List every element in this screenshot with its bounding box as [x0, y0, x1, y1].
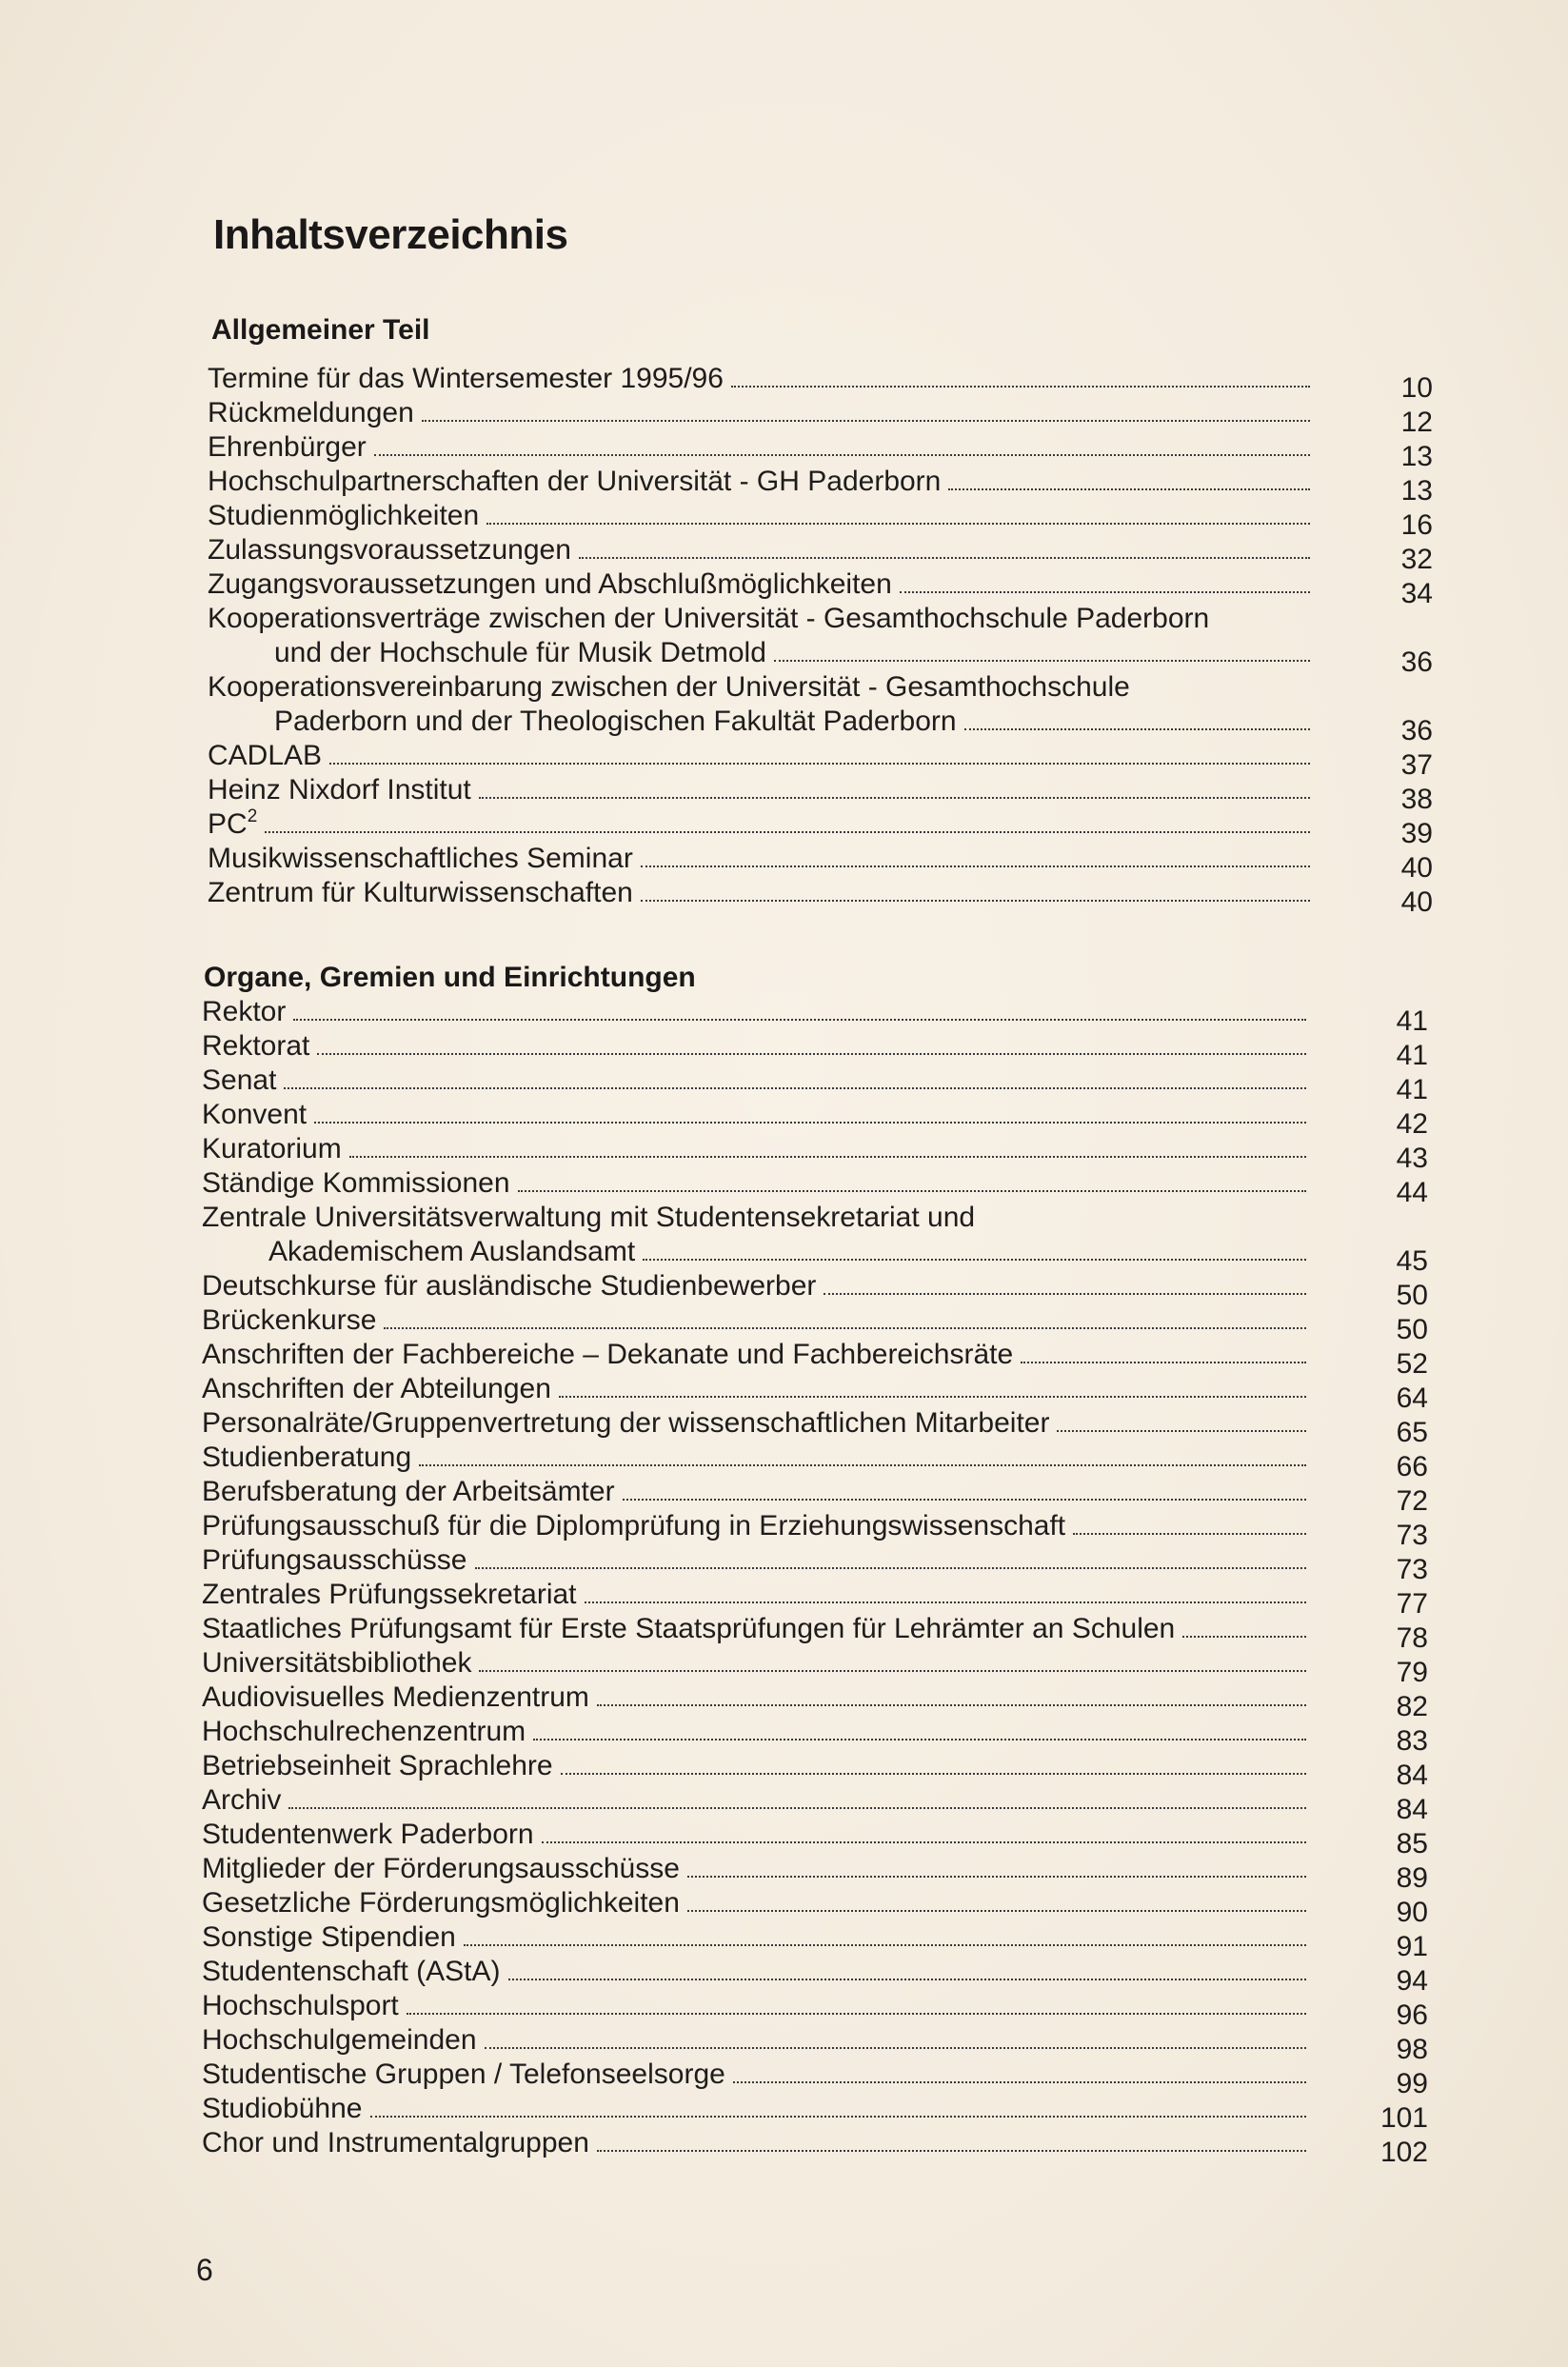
toc-entry [0, 1338, 1428, 1380]
toc-entry-label [208, 499, 479, 533]
toc-entry-row [202, 1338, 1312, 1372]
toc-entry [0, 806, 1433, 849]
toc-entry-label-text: Berufsberatung der Arbeitsämter [202, 1476, 615, 1507]
toc-entry-label-text: Gesetzliche Förderungsmöglichkeiten [202, 1887, 680, 1919]
dot-leader [1021, 1341, 1306, 1363]
dot-leader [733, 2060, 1306, 2083]
toc-entry-label-text: Prüfungsausschüsse [202, 1544, 467, 1576]
toc-entry-label [202, 1406, 1049, 1441]
toc-entry-page-number: 40 [1400, 852, 1433, 884]
toc-entry-label-text: CADLAB [208, 740, 323, 771]
toc-entry-row [202, 1064, 1312, 1098]
toc-entry [0, 1064, 1428, 1105]
toc-entry-page-number: 85 [1396, 1828, 1428, 1860]
toc-entry [0, 739, 1433, 781]
toc-entry-label-text: Senat [202, 1064, 277, 1096]
toc-entry-page-number: 102 [1379, 2137, 1428, 2168]
toc-entry-label [208, 705, 957, 739]
dot-leader [687, 1889, 1306, 1912]
toc-entry-label-text: Personalräte/Gruppenvertretung der wissenschaftlichen Mitarbeiter [202, 1407, 1050, 1439]
toc-entry-page-number: 82 [1396, 1691, 1428, 1722]
toc-entry [0, 842, 1433, 884]
toc-entry-label [202, 1235, 635, 1269]
toc-entry-page-number: 50 [1396, 1314, 1428, 1345]
toc-entry-row [208, 705, 1316, 739]
toc-entry-page-number: 10 [1400, 372, 1433, 404]
toc-entry-page-number: 41 [1396, 1005, 1428, 1037]
dot-leader [824, 1272, 1306, 1295]
toc-entry-label-text: Rektor [202, 996, 287, 1027]
toc-entry-row [202, 2023, 1312, 2058]
toc-entry-page-number: 16 [1400, 509, 1433, 541]
dot-leader [900, 570, 1310, 593]
toc-entry-page-number: 99 [1396, 2068, 1428, 2099]
toc-entry-label [202, 1646, 471, 1681]
toc-entry-page-number: 89 [1396, 1862, 1428, 1894]
toc-entry [0, 1955, 1428, 1997]
dot-leader [384, 1306, 1306, 1329]
toc-entry [0, 670, 1433, 746]
toc-entry-page-number: 90 [1396, 1897, 1428, 1928]
toc-entry [0, 1646, 1428, 1688]
toc-entry [0, 1749, 1428, 1791]
toc-entry-page-number: 43 [1396, 1143, 1428, 1174]
toc-entry-row [202, 1749, 1312, 1783]
dot-leader [374, 433, 1310, 456]
page-title: Inhaltsverzeichnis [213, 211, 568, 258]
toc-entry-page-number: 65 [1396, 1417, 1428, 1448]
toc-entry-page-number: 66 [1396, 1451, 1428, 1482]
toc-entry-label [202, 1166, 510, 1201]
toc-entry-row [208, 773, 1316, 807]
dot-leader [1182, 1615, 1306, 1638]
toc-entry [0, 995, 1428, 1037]
toc-entry-label-text: Zentrales Prüfungssekretariat [202, 1579, 577, 1610]
toc-entry-label [202, 1681, 589, 1715]
toc-entry-label [202, 1955, 501, 1989]
toc-entry-label [208, 362, 724, 396]
toc-entry [0, 1715, 1428, 1757]
toc-entry-label-text: Rückmeldungen [208, 397, 414, 428]
toc-entry-label-text: Studienberatung [202, 1442, 412, 1473]
dot-leader [508, 1958, 1306, 1980]
toc-entry-page-number: 52 [1396, 1348, 1428, 1380]
toc-entry [0, 533, 1433, 575]
dot-leader [559, 1375, 1306, 1398]
toc-entry [0, 773, 1433, 815]
toc-entry-label [202, 1989, 399, 2023]
toc-entry-label [202, 1132, 342, 1166]
dot-leader [464, 1923, 1306, 1946]
toc-entry-label-text: Rektorat [202, 1030, 310, 1062]
toc-entry-row [202, 1269, 1312, 1303]
toc-entry-label-text: Zulassungsvoraussetzungen [208, 534, 571, 566]
toc-entry-label [208, 842, 633, 876]
dot-leader [687, 1855, 1306, 1878]
dot-leader [293, 998, 1306, 1021]
toc-entry-row [202, 1132, 1312, 1166]
toc-entry-label-text: Anschriften der Fachbereiche – Dekanate und Fachbereichsräte [202, 1339, 1014, 1370]
toc-entry-label [202, 1886, 680, 1920]
toc-entry [0, 1132, 1428, 1174]
toc-entry-label-text: Hochschulpartnerschaften der Universität - GH Paderborn [208, 466, 942, 497]
toc-entry [0, 1886, 1428, 1928]
toc-entry-row [202, 1852, 1312, 1886]
toc-entry-page-number: 42 [1396, 1108, 1428, 1140]
toc-entry-page-number: 40 [1400, 886, 1433, 918]
toc-entry-label [202, 1509, 1065, 1543]
toc-entry-page-number: 79 [1396, 1657, 1428, 1688]
toc-entry-page-number: 72 [1396, 1485, 1428, 1517]
toc-entry [0, 1612, 1428, 1654]
toc-entry-row [202, 1509, 1312, 1543]
toc-entry-row [208, 842, 1316, 876]
toc-entry-row [202, 1681, 1312, 1715]
toc-entry [0, 1098, 1428, 1140]
toc-entry-label-text: Studentenschaft (AStA) [202, 1956, 501, 1987]
toc-entry-row [202, 1098, 1312, 1132]
dot-leader [597, 2129, 1306, 2152]
toc-entry-page-number: 98 [1396, 2034, 1428, 2065]
toc-entry-page-number: 84 [1396, 1794, 1428, 1825]
toc-entry-label [202, 1338, 1013, 1372]
toc-entry [0, 430, 1433, 472]
dot-leader [349, 1135, 1306, 1158]
toc-entry-label-text: Ehrenbürger [208, 431, 367, 463]
toc-entry-page-number: 73 [1396, 1554, 1428, 1585]
toc-entry-label-text: Deutschkurse für ausländische Studienbewerber [202, 1270, 817, 1302]
toc-entry-page-number: 13 [1400, 475, 1433, 507]
toc-entry-label-text: Hochschulgemeinden [202, 2024, 477, 2056]
toc-entry-row [202, 1612, 1312, 1646]
toc-entry-label-text: Termine für das Wintersemester 1995/96 [208, 363, 724, 394]
toc-entry [0, 1303, 1428, 1345]
toc-entry [0, 567, 1433, 609]
toc-entry-label [202, 1029, 309, 1064]
toc-entry-label [202, 1543, 467, 1578]
toc-entry-label [202, 1818, 534, 1852]
toc-entry-page-number: 91 [1396, 1931, 1428, 1962]
toc-entry-label-line1: Kooperationsvereinbarung zwischen der Universität - Gesamthochschule [208, 671, 1130, 703]
toc-entry-label [202, 1852, 680, 1886]
toc-entry-label-text: Zentrum für Kulturwissenschaften [208, 877, 633, 908]
toc-entry-row [202, 1543, 1312, 1578]
toc-entry-label [208, 465, 941, 499]
toc-entry-label [208, 739, 322, 773]
toc-entry-label-text: Audiovisuelles Medienzentrum [202, 1681, 589, 1713]
toc-entry-page-number: 101 [1379, 2102, 1428, 2134]
toc-list [0, 995, 1428, 2168]
toc-entry-label [202, 1783, 281, 1818]
toc-entry [0, 1543, 1428, 1585]
toc-entry-label-text: Studentische Gruppen / Telefonseelsorge [202, 2059, 725, 2090]
dot-leader [485, 2026, 1306, 2049]
dot-leader [579, 536, 1310, 559]
toc-entry-page-number: 44 [1396, 1177, 1428, 1208]
toc-entry-row [202, 1235, 1312, 1269]
toc-entry-label [202, 1441, 411, 1475]
toc-entry-row [202, 1989, 1312, 2023]
toc-entry-row [202, 1475, 1312, 1509]
toc-entry-page-number: 13 [1400, 441, 1433, 472]
toc-entry-superscript: 2 [247, 806, 258, 826]
dot-leader [1073, 1512, 1306, 1535]
dot-leader [370, 2095, 1307, 2118]
toc-entry-row [202, 2126, 1312, 2160]
toc-entry-label-text: Staatliches Prüfungsamt für Erste Staatsprüfungen für Lehrämter an Schulen [202, 1613, 1176, 1644]
toc-entry [0, 1166, 1428, 1208]
toc-entry-label-line1: Zentrale Universitätsverwaltung mit Studentensekretariat und [202, 1202, 976, 1233]
toc-entry-page-number: 78 [1396, 1622, 1428, 1654]
toc-entry-row [202, 1783, 1312, 1818]
toc-entry-page-number: 41 [1396, 1074, 1428, 1105]
toc-entry-label [202, 1612, 1175, 1646]
toc-entry [0, 1818, 1428, 1860]
toc-entry [0, 1578, 1428, 1620]
toc-entry-label-line1: Kooperationsverträge zwischen der Universität - Gesamthochschule Paderborn [208, 603, 1210, 634]
dot-leader [948, 467, 1310, 490]
toc-entry-row [208, 876, 1316, 910]
toc-entry-page-number: 41 [1396, 1040, 1428, 1071]
toc-entry-row [202, 1303, 1312, 1338]
toc-entry-label-text: Zugangsvoraussetzungen und Abschlußmöglichkeiten [208, 568, 892, 600]
dot-leader [561, 1752, 1306, 1775]
toc-entry-row [202, 1818, 1312, 1852]
toc-entry-label-text: Studiobühne [202, 2093, 363, 2124]
toc-entry-label [202, 995, 286, 1029]
dot-leader [479, 1649, 1306, 1672]
toc-entry-row [202, 1029, 1312, 1064]
toc-entry-label [202, 1303, 376, 1338]
dot-leader [288, 1786, 1306, 1809]
toc-entry-row [202, 995, 1312, 1029]
dot-leader [774, 639, 1310, 662]
toc-entry-label-text: Betriebseinheit Sprachlehre [202, 1750, 553, 1781]
toc-entry-label-text: Konvent [202, 1099, 308, 1130]
dot-leader [597, 1683, 1306, 1706]
toc-entry-label [202, 2092, 363, 2126]
dot-leader [419, 1443, 1306, 1466]
dot-leader [265, 810, 1310, 833]
toc-entry [0, 1441, 1428, 1482]
toc-entry [0, 362, 1433, 404]
dot-leader [518, 1169, 1306, 1192]
toc-entry-label-text: Hochschulrechenzentrum [202, 1716, 526, 1747]
toc-entry-page-number: 37 [1400, 749, 1433, 781]
toc-entry-row [202, 1166, 1312, 1201]
toc-entry-row [208, 807, 1316, 842]
toc-entry-label [208, 533, 571, 567]
toc-entry-page-number: 36 [1400, 715, 1433, 746]
toc-entry-row [202, 1441, 1312, 1475]
toc-entry-row [202, 1578, 1312, 1612]
toc-entry-page-number: 12 [1400, 407, 1433, 438]
toc-entry-page-number: 83 [1396, 1725, 1428, 1757]
toc-entry [0, 1989, 1428, 2031]
dot-leader [317, 1032, 1306, 1055]
toc-entry [0, 1783, 1428, 1825]
toc-entry-label [202, 1920, 456, 1955]
toc-entry-row [202, 1646, 1312, 1681]
dot-leader [533, 1718, 1306, 1740]
toc-entry-label-text: Sonstige Stipendien [202, 1921, 456, 1953]
toc-entry-label-text: PC [208, 808, 248, 840]
toc-entry [0, 1269, 1428, 1311]
toc-entry-row [202, 1886, 1312, 1920]
toc-list [0, 362, 1433, 918]
toc-entry-page-number: 34 [1400, 578, 1433, 609]
toc-entry-row [202, 1955, 1312, 1989]
toc-entry [0, 1372, 1428, 1414]
dot-leader [479, 776, 1310, 799]
toc-entry-row [202, 1406, 1312, 1441]
toc-entry [0, 1852, 1428, 1894]
section-heading: Allgemeiner Teil [211, 314, 430, 346]
toc-entry [0, 499, 1433, 541]
toc-entry-label-text: Archiv [202, 1784, 282, 1816]
page-number: 6 [196, 2253, 213, 2287]
dot-leader [329, 742, 1310, 765]
toc-entry-label [202, 2126, 589, 2160]
toc-entry-page-number: 73 [1396, 1520, 1428, 1551]
toc-entry-row [208, 739, 1316, 773]
toc-entry [0, 1406, 1428, 1448]
toc-entry-label-text: Akademischem Auslandsamt [268, 1236, 636, 1267]
dot-leader [475, 1546, 1307, 1569]
toc-entry [0, 1029, 1428, 1071]
toc-entry-label [208, 636, 766, 670]
toc-entry-label [208, 773, 471, 807]
toc-entry-label-text: Hochschulsport [202, 1990, 399, 2021]
toc-entry-label-text: Ständige Kommissionen [202, 1167, 510, 1199]
dot-leader [407, 1992, 1306, 2015]
toc-entry-label [208, 876, 633, 910]
toc-entry-label-text: Paderborn und der Theologischen Fakultät Paderborn [274, 706, 957, 737]
dot-leader [542, 1820, 1306, 1843]
toc-entry-label-text: Studienmöglichkeiten [208, 500, 480, 531]
toc-entry-page-number: 45 [1396, 1245, 1428, 1277]
toc-entry [0, 2126, 1428, 2168]
section-heading: Organe, Gremien und Einrichtungen [204, 962, 696, 993]
toc-entry-label [208, 567, 892, 602]
toc-entry-label-text: Musikwissenschaftliches Seminar [208, 843, 633, 874]
toc-entry-row [202, 1715, 1312, 1749]
dot-leader [585, 1581, 1306, 1603]
toc-entry-label [202, 1098, 307, 1132]
toc-entry-row [202, 1920, 1312, 1955]
toc-entry-label-text: Chor und Instrumentalgruppen [202, 2127, 589, 2158]
dot-leader [643, 1238, 1306, 1261]
toc-entry-label [208, 396, 414, 430]
toc-entry-page-number: 50 [1396, 1280, 1428, 1311]
toc-entry-page-number: 32 [1400, 544, 1433, 575]
toc-entry-row [208, 362, 1316, 396]
dot-leader [623, 1478, 1306, 1501]
dot-leader [641, 879, 1310, 902]
toc-entry-page-number: 36 [1400, 646, 1433, 678]
toc-entry-row [202, 1372, 1312, 1406]
toc-entry-row [208, 499, 1316, 533]
toc-entry-label-text: Heinz Nixdorf Institut [208, 774, 471, 806]
dot-leader [314, 1101, 1306, 1124]
toc-entry-label-text: und der Hochschule für Musik Detmold [274, 637, 766, 668]
toc-entry-page-number: 94 [1396, 1965, 1428, 1997]
toc-entry-page-number: 38 [1400, 784, 1433, 815]
toc-entry [0, 1201, 1428, 1277]
toc-entry-page-number: 64 [1396, 1382, 1428, 1414]
toc-entry-page-number: 84 [1396, 1760, 1428, 1791]
toc-entry [0, 876, 1433, 918]
toc-entry [0, 2023, 1428, 2065]
dot-leader [284, 1066, 1306, 1089]
dot-leader [486, 502, 1310, 525]
toc-entry [0, 2058, 1428, 2099]
toc-entry-label [202, 1269, 816, 1303]
toc-entry-label [202, 2023, 477, 2058]
toc-entry [0, 2092, 1428, 2134]
toc-entry-label-text: Kuratorium [202, 1133, 342, 1164]
toc-entry [0, 396, 1433, 438]
toc-entry-label [208, 430, 367, 465]
toc-entry-page-number: 77 [1396, 1588, 1428, 1620]
toc-entry-label [202, 1578, 577, 1612]
toc-entry-label [202, 1715, 526, 1749]
toc-entry-row [208, 636, 1316, 670]
toc-entry-label-text: Universitätsbibliothek [202, 1647, 472, 1679]
dot-leader [964, 707, 1310, 730]
toc-entry-row [208, 430, 1316, 465]
toc-entry [0, 1920, 1428, 1962]
toc-entry-row [208, 533, 1316, 567]
dot-leader [731, 365, 1310, 388]
toc-entry-label [202, 1475, 615, 1509]
toc-entry [0, 465, 1433, 507]
toc-entry-label [202, 1064, 276, 1098]
toc-entry [0, 1681, 1428, 1722]
toc-entry-label-text: Prüfungsausschuß für die Diplomprüfung in Erziehungswissenschaft [202, 1510, 1066, 1542]
toc-entry-label-text: Studentenwerk Paderborn [202, 1819, 534, 1850]
toc-entry-label [202, 1749, 553, 1783]
toc-entry-label [202, 1372, 551, 1406]
toc-entry-label-text: Anschriften der Abteilungen [202, 1373, 551, 1404]
toc-entry-row [208, 396, 1316, 430]
toc-entry-row [208, 465, 1316, 499]
toc-entry-page-number: 96 [1396, 1999, 1428, 2031]
dot-leader [641, 845, 1310, 867]
toc-entry-row [208, 567, 1316, 602]
toc-entry [0, 1475, 1428, 1517]
toc-entry-label [202, 2058, 725, 2092]
toc-entry-row [202, 2058, 1312, 2092]
toc-entry-label [208, 807, 257, 842]
toc-entry-label-text: Brückenkurse [202, 1304, 377, 1336]
toc-entry-page-number: 39 [1400, 818, 1433, 849]
dot-leader [1057, 1409, 1306, 1432]
toc-entry-label-text: Mitglieder der Förderungsausschüsse [202, 1853, 680, 1884]
dot-leader [422, 399, 1310, 422]
toc-entry-row [202, 2092, 1312, 2126]
toc-entry [0, 1509, 1428, 1551]
toc-entry [0, 602, 1433, 678]
